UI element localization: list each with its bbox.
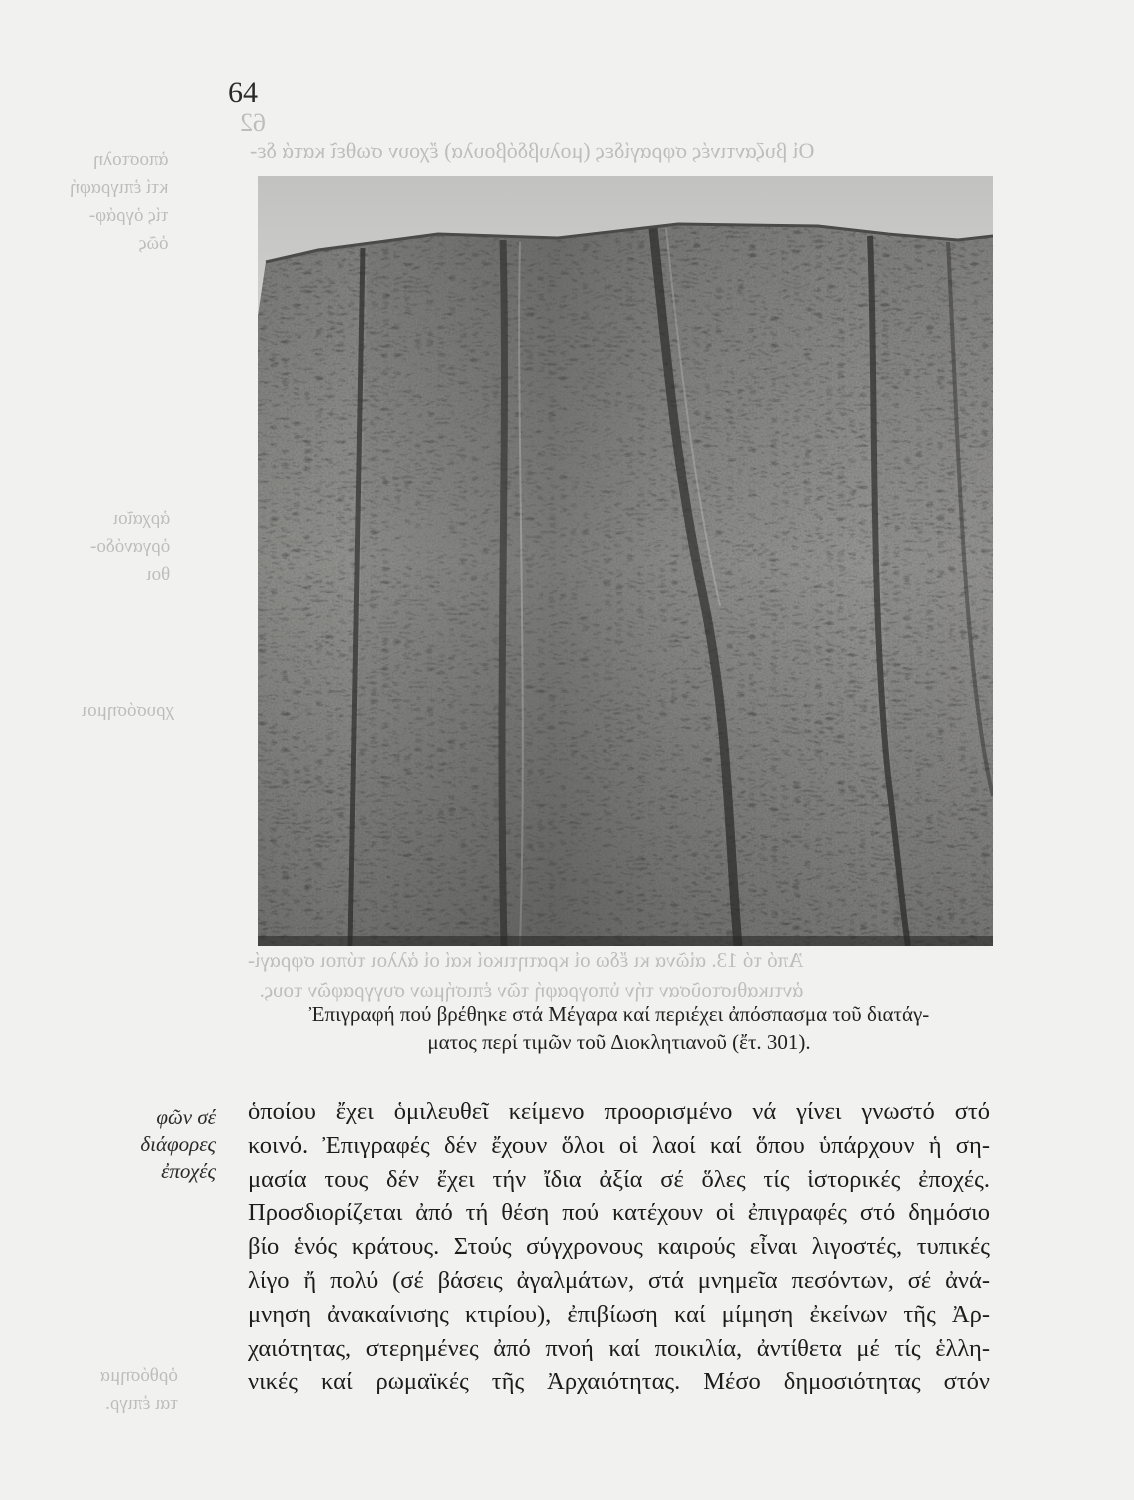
bleed-through-text-1: Οἱ βυζαντινές σφραγίδες (μολυβδόβουλα) ἔχουν σωθεῖ κατά δε- (250, 138, 815, 163)
caption-line: ματος περί τιμῶν τοῦ Διοκλητιανοῦ (ἔτ. 301). (427, 1030, 811, 1054)
body-line: χαιότητας, στερημένες ἀπό πνοή καί ποικιλία, ἀντίθετα μέ τίς ἑλλη- (248, 1334, 990, 1362)
body-line: λίγο ἤ πολύ (σέ βάσεις ἀγαλμάτων, στά μνημεῖα πεσόντων, σέ ἀνά- (248, 1266, 990, 1294)
bleed-through-margin-4: ὀρθόσημα ται ἐπιγρ. (100, 1365, 178, 1414)
body-line: Προσδιορίζεται ἀπό τή θέση πού κατέχουν οἱ ἐπιγραφές στό δημόσιο (248, 1199, 990, 1227)
inscription-photograph (258, 176, 993, 946)
margin-note-line: ἐποχές (161, 1159, 216, 1183)
margin-note-line: διάφορες (140, 1132, 216, 1156)
body-line: μνηση ἀνακαίνισης κτιρίου), ἐπιβίωση καί μίμηση ἐκείνων τῆς Ἀρ- (248, 1300, 990, 1328)
body-line: κοινό. Ἐπιγραφές δέν ἔχουν ὅλοι οἱ λαοί καί ὅπου ὑπάρχουν ἡ ση- (248, 1131, 990, 1159)
bleed-through-margin-2: ἀρχαῖοι ὀργανόδο- θοι (90, 508, 171, 585)
body-paragraph (248, 1095, 990, 1399)
body-line: ὁποίου ἔχει ὁμιλευθεῖ κείμενο προορισμένο νά γίνει γνωστό στό (248, 1098, 990, 1125)
margin-note-line: φῶν σέ (156, 1105, 216, 1129)
bleed-through-text-2: Ἀπό τό 13. αἰῶνα κι ἔδω οἱ κρατητικοί καί οἱ ἀλλοι τύποι σφραγί- ἀντικαθιστοῦσαν τήν ὑπογραφή τῶν ἐπισήμων συγγραφῶν τους. (248, 948, 804, 1002)
body-line: μασία τους δέν ἔχει τήν ἴδια ἀξία σέ ὅλες τίς ἱστορικές ἐποχές. (248, 1165, 990, 1193)
figure-caption (248, 1000, 990, 1056)
body-line: βίο ἑνός κράτους. Στούς σύγχρονους καιρούς εἶναι λιγοστές, τυπικές (248, 1233, 990, 1261)
page-number: 64 (228, 76, 258, 109)
bleed-through-margin-1: ἀποστολη κτί ἐπιγραφή τίς ὀγράφ- ὀῶς (70, 149, 169, 254)
body-line: νικές καί ρωμαϊκές τῆς Ἀρχαιότητας. Μέσο δημοσιότητας στόν (248, 1368, 990, 1396)
caption-line: Ἐπιγραφή πού βρέθηκε στά Μέγαρα καί περιέχει ἀπόσπασμα τοῦ διατάγ- (308, 1002, 930, 1026)
margin-note (100, 1104, 216, 1185)
bleed-through-margin-3: χρυσόσημοι (82, 700, 175, 721)
bleed-through-page-number: 62 (240, 108, 266, 137)
